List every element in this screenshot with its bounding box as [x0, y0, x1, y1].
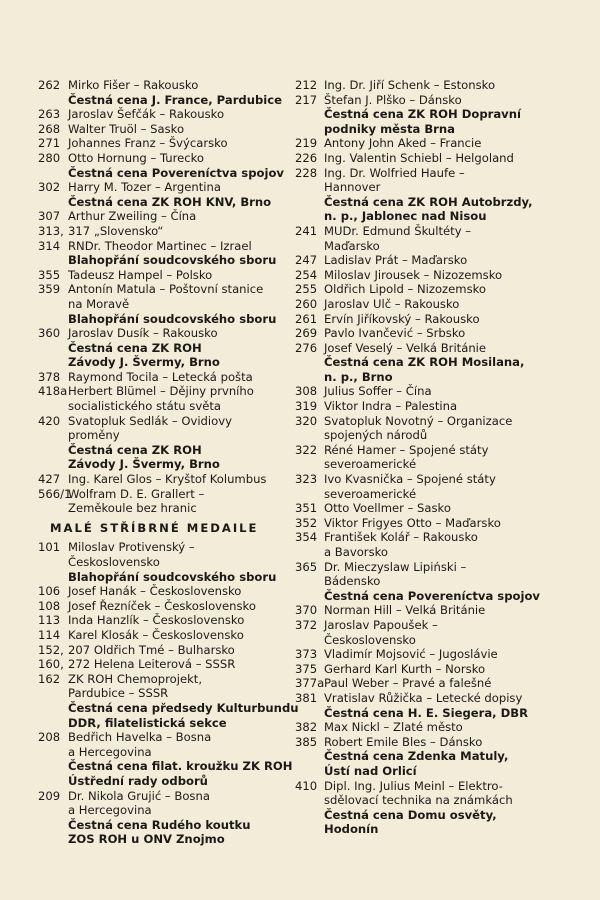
entry-number: 381 — [295, 690, 318, 705]
entry-body — [324, 326, 565, 341]
entry-body — [324, 779, 565, 837]
entry-text: Československo — [68, 555, 160, 569]
entry-text: Herbert Blümel – Dějiny prvního — [68, 384, 254, 399]
list-item — [295, 735, 565, 779]
entry-number: 217 — [295, 92, 318, 107]
award-text: Ústřední rady odborů — [68, 773, 208, 788]
entry-text: severoamerické — [324, 486, 417, 501]
entry-text: Pavlo Ivančević – Srbsko — [324, 326, 466, 341]
entry-text: Pardubice – SSSR — [68, 686, 169, 701]
entry-body — [68, 414, 286, 472]
entry-number: 378 — [38, 369, 61, 384]
entry-body — [324, 341, 565, 385]
entry-number: 247 — [295, 253, 318, 268]
entry-body — [324, 691, 565, 720]
entry-text: Dr. Mieczyslaw Lipiński – — [324, 559, 467, 574]
award-text: Čestná cena J. France, Pardubice — [68, 92, 282, 107]
entry-text: MUDr. Edmund Škultéty – — [324, 223, 472, 238]
list-item — [38, 540, 286, 584]
list-item — [295, 414, 565, 443]
entry-text: a Hercegovina — [68, 744, 152, 759]
list-item — [38, 599, 286, 614]
entry-number: 208 — [38, 730, 61, 745]
entry-text: 272 Helena Leiterová – SSSR — [68, 657, 236, 672]
list-item — [38, 487, 286, 516]
entry-text: Ervín Jiříkovský – Rakousko — [324, 311, 480, 326]
entry-text: Wolfram D. E. Grallert – — [68, 486, 205, 501]
list-item — [38, 643, 286, 658]
entry-number: 162 — [38, 671, 61, 686]
entry-text: Svatopluk Novotný – Organizace — [324, 413, 513, 428]
entry-text: Paul Weber – Pravé a falešné — [324, 676, 492, 691]
entry-body — [68, 268, 286, 283]
entry-body — [324, 720, 565, 735]
entry-body — [324, 224, 565, 253]
entry-number: 106 — [38, 584, 61, 599]
right-column — [295, 78, 565, 837]
entry-number: 280 — [38, 150, 61, 165]
entry-text: Ivo Kvasnička – Spojené státy — [324, 472, 496, 487]
entry-text: RNDr. Theodor Martinec – Izrael — [68, 238, 252, 253]
entry-text: Otto Voellmer – Sasko — [324, 501, 451, 516]
entry-number: 322 — [295, 442, 318, 457]
entry-text: Johannes Franz – Švýcarsko — [68, 136, 228, 151]
entry-body — [68, 472, 286, 487]
list-item — [38, 370, 286, 385]
left-column — [38, 78, 299, 847]
list-item — [38, 326, 286, 370]
entry-body — [324, 443, 565, 472]
entry-text: Jaroslav Dusík – Rakousko — [68, 326, 218, 341]
entry-number: 319 — [295, 399, 318, 414]
entry-body — [68, 78, 286, 107]
entry-body — [68, 643, 286, 658]
entry-number: 365 — [295, 559, 318, 574]
entry-body — [68, 384, 286, 413]
entry-body — [324, 676, 565, 691]
entry-text: Josef Řezníček – Československo — [68, 598, 256, 613]
entry-body — [324, 384, 565, 399]
list-item — [38, 180, 286, 209]
entry-number: 209 — [38, 788, 61, 803]
award-text: Hodonín — [324, 822, 379, 837]
entry-number: 152, — [38, 642, 64, 657]
entry-text: Max Nickl – Zlaté město — [324, 720, 463, 735]
list-item — [295, 676, 565, 691]
entry-number: 360 — [38, 326, 61, 341]
entry-text: Réné Hamer – Spojené státy — [324, 442, 489, 457]
entry-number: 314 — [38, 238, 61, 253]
award-text: Čestná cena ZK ROH Autobrzdy, — [324, 194, 533, 209]
entry-number: 262 — [38, 78, 61, 92]
entry-number: 566/1 — [38, 486, 72, 501]
entry-body — [68, 107, 286, 122]
list-item — [38, 584, 286, 599]
entry-number: 101 — [38, 540, 61, 555]
award-text: n. p., Brno — [324, 369, 393, 384]
list-item — [295, 224, 565, 253]
entry-body — [68, 370, 286, 385]
award-text: Čestná cena ZK ROH KNV, Brno — [68, 194, 272, 209]
entry-text: a Hercegovina — [68, 803, 152, 818]
award-text: Čestná cena ZK ROH Dopravní — [324, 107, 521, 122]
list-item — [38, 671, 299, 730]
entry-text: Inda Hanzlík – Československo — [68, 613, 245, 628]
entry-text: Ing. Dr. Jiří Schenk – Estonsko — [324, 78, 496, 92]
entry-text: Bedřich Havelka – Bosna — [68, 730, 212, 745]
entry-body — [68, 224, 286, 239]
entry-body — [68, 628, 286, 643]
entry-text: Robert Emile Bles – Dánsko — [324, 734, 483, 749]
entry-text: proměny — [68, 428, 120, 443]
entry-number: 372 — [295, 617, 318, 632]
entry-body — [324, 78, 565, 93]
entry-text: Maďarsko — [324, 238, 380, 253]
entry-body — [324, 166, 565, 224]
list-item — [38, 239, 286, 268]
list-item — [38, 613, 286, 628]
entry-body — [324, 735, 565, 779]
award-text: Blahopřání soudcovského sboru — [68, 311, 277, 326]
entry-number: 263 — [38, 107, 61, 122]
entry-body — [68, 584, 286, 599]
entry-text: Ing. Karel Glos – Kryštof Kolumbus — [68, 472, 267, 487]
entry-number: 226 — [295, 150, 318, 165]
award-text: podniky města Brna — [324, 121, 455, 136]
list-item — [295, 647, 565, 662]
entry-number: 410 — [295, 778, 318, 793]
entry-number: 108 — [38, 598, 61, 613]
entry-text: Josef Veselý – Velká Británie — [324, 340, 487, 355]
entry-text: Gerhard Karl Kurth – Norsko — [324, 661, 486, 676]
entry-text: Ing. Valentin Schiebl – Helgoland — [324, 150, 514, 165]
list-item — [295, 312, 565, 327]
list-item — [295, 443, 565, 472]
list-item — [295, 720, 565, 735]
entry-number: 370 — [295, 603, 318, 618]
entry-text: Norman Hill – Velká Británie — [324, 603, 486, 618]
award-text: Blahopřání soudcovského sboru — [68, 253, 277, 268]
entry-text: Hannover — [324, 180, 381, 195]
list-item — [295, 384, 565, 399]
list-item — [38, 136, 286, 151]
award-text: Čestná cena H. E. Siegera, DBR — [324, 705, 529, 720]
entry-text: Bádensko — [324, 574, 381, 589]
entry-body — [324, 618, 565, 647]
award-text: Čestná cena ZK ROH — [68, 442, 202, 457]
entry-body — [324, 472, 565, 501]
entry-number: 377a — [295, 676, 325, 691]
entry-text: Viktor Frigyes Otto – Maďarsko — [324, 515, 501, 530]
entry-body — [68, 599, 286, 614]
list-item — [38, 628, 286, 643]
entry-body — [68, 657, 286, 672]
entry-text: Miloslav Protivenský – — [68, 540, 195, 555]
entry-body — [324, 312, 565, 327]
entry-text: Dr. Nikola Grujić – Bosna — [68, 788, 210, 803]
entry-number: 420 — [38, 413, 61, 428]
entry-body — [324, 93, 565, 137]
entry-body — [324, 516, 565, 531]
entry-number: 323 — [295, 472, 318, 487]
entry-body — [324, 268, 565, 283]
entry-number: 113 — [38, 613, 61, 628]
entry-body — [68, 540, 286, 584]
entry-body — [324, 501, 565, 516]
list-item — [295, 691, 565, 720]
award-text: Čestná cena Povereníctva spojov — [68, 165, 284, 180]
entry-text: Jaroslav Šefčák – Rakousko — [68, 107, 225, 122]
list-item — [295, 282, 565, 297]
list-item — [295, 618, 565, 647]
list-item — [295, 341, 565, 385]
entry-text: Viktor Indra – Palestina — [324, 399, 458, 414]
entry-text: Svatopluk Sedlák – Ovidiovy — [68, 413, 232, 428]
entry-text: Miloslav Jirousek – Nizozemsko — [324, 267, 503, 282]
entry-text: Oldřich Lipold – Nizozemsko — [324, 282, 487, 297]
entry-list-right — [295, 78, 565, 837]
entry-text: Vladimír Mojsović – Jugoslávie — [324, 647, 498, 662]
entry-text: socialistického státu světa — [68, 399, 221, 414]
entry-number: 219 — [295, 136, 318, 151]
entry-number: 160, — [38, 657, 64, 672]
list-item — [38, 78, 286, 107]
entry-text: Ing. Dr. Wolfried Haufe – — [324, 165, 465, 180]
entry-body — [68, 613, 286, 628]
list-item — [38, 472, 286, 487]
entry-list-silver — [38, 540, 299, 847]
entry-body — [324, 560, 565, 604]
entry-number: 359 — [38, 282, 61, 297]
section-heading: MALÉ STŘÍBRNÉ MEDAILE — [50, 520, 259, 535]
entry-number: 302 — [38, 180, 61, 195]
entry-body — [68, 151, 286, 180]
entry-body — [324, 603, 565, 618]
award-text: Čestná cena Zdenka Matuly, — [324, 749, 509, 764]
entry-body — [324, 647, 565, 662]
list-item — [38, 282, 286, 326]
entry-body — [68, 239, 286, 268]
entry-text: Antony John Aked – Francie — [324, 136, 482, 151]
entry-body — [324, 662, 565, 677]
entry-body — [68, 209, 286, 224]
award-text: ZOS ROH u ONV Znojmo — [68, 832, 225, 847]
entry-number: 241 — [295, 223, 318, 238]
list-item — [295, 78, 565, 93]
entry-number: 307 — [38, 209, 61, 224]
entry-number: 276 — [295, 340, 318, 355]
entry-number: 114 — [38, 627, 61, 642]
entry-number: 375 — [295, 661, 318, 676]
list-item — [295, 326, 565, 341]
entry-number: 351 — [295, 501, 318, 516]
entry-text: a Bavorsko — [324, 545, 389, 559]
entry-number: 212 — [295, 78, 318, 92]
entry-text: Walter Truöl – Sasko — [68, 121, 185, 136]
entry-text: ZK ROH Chemoprojekt, — [68, 671, 203, 686]
list-item — [38, 730, 293, 788]
entry-body — [68, 326, 286, 370]
award-text: DDR, filatelistická sekce — [68, 715, 227, 730]
entry-text: Antonín Matula – Poštovní stanice — [68, 282, 264, 297]
entry-body — [68, 730, 293, 788]
entry-text: Dipl. Ing. Julius Meinl – Elektro- — [324, 778, 503, 793]
entry-body — [68, 122, 286, 137]
list-item — [295, 530, 565, 559]
entry-text: Československo — [324, 632, 416, 647]
entry-number: 260 — [295, 296, 318, 311]
entry-text: Arthur Zweiling – Čína — [68, 209, 197, 224]
list-item — [38, 789, 286, 847]
entry-body — [68, 487, 286, 516]
award-text: Čestná cena ZK ROH Mosilana, — [324, 355, 525, 370]
entry-number: 269 — [295, 326, 318, 341]
list-item — [295, 297, 565, 312]
entry-body — [324, 282, 565, 297]
entry-body — [68, 671, 299, 730]
entry-body — [324, 297, 565, 312]
entry-text: Jaroslav Papoušek – — [324, 617, 438, 632]
entry-text: František Kolář – Rakousko — [324, 530, 478, 545]
entry-number: 261 — [295, 311, 318, 326]
entry-text: Tadeusz Hampel – Polsko — [68, 267, 213, 282]
list-item — [295, 268, 565, 283]
entry-number: 385 — [295, 734, 318, 749]
entry-text: na Moravě — [68, 296, 130, 311]
award-text: Závody J. Švermy, Brno — [68, 457, 220, 472]
entry-body — [68, 180, 286, 209]
entry-text: Štefan J. Plško – Dánsko — [324, 92, 462, 107]
entry-text: Julius Soffer – Čína — [324, 384, 432, 399]
award-text: Čestná cena ZK ROH — [68, 340, 202, 355]
list-item — [38, 209, 286, 224]
entry-body — [324, 414, 565, 443]
entry-text: severoamerické — [324, 457, 417, 472]
entry-number: 255 — [295, 282, 318, 297]
list-item — [295, 166, 565, 224]
entry-number: 228 — [295, 165, 318, 180]
entry-number: 382 — [295, 720, 318, 735]
entry-number: 418a — [38, 384, 68, 399]
entry-text: Ladislav Prát – Maďarsko — [324, 253, 468, 268]
entry-number: 427 — [38, 472, 61, 487]
award-text: Blahopřání soudcovského sboru — [68, 569, 277, 584]
entry-text: Karel Klosák – Československo — [68, 627, 244, 642]
award-text: Čestná cena předsedy Kulturbundu — [68, 700, 299, 715]
entry-body — [324, 399, 565, 414]
entry-text: Mirko Fišer – Rakousko — [68, 78, 199, 92]
list-item — [295, 603, 565, 618]
entry-text: 207 Oldřich Tmé – Bulharsko — [68, 642, 235, 657]
entry-text: Vratislav Růžička – Letecké dopisy — [324, 690, 523, 705]
entry-text: Otto Hornung – Turecko — [68, 150, 205, 165]
award-text: Čestná cena filat. kroužku ZK ROH — [68, 759, 293, 774]
award-text: Ústí nad Orlicí — [324, 763, 417, 778]
entry-body — [324, 530, 565, 559]
entry-text: 317 „Slovensko“ — [68, 223, 164, 238]
award-text: Čestná cena Domu osvěty, — [324, 807, 497, 822]
entry-number: 308 — [295, 384, 318, 399]
entry-number: 355 — [38, 267, 61, 282]
entry-number: 268 — [38, 121, 61, 136]
entry-text: sdělovací technika na známkách — [324, 793, 513, 808]
list-item — [295, 93, 565, 137]
entry-body — [68, 282, 286, 326]
entry-text: spojených národů — [324, 428, 428, 443]
list-item — [295, 136, 565, 151]
entry-body — [68, 789, 286, 847]
list-item — [38, 657, 286, 672]
award-text: Čestná cena Povereníctva spojov — [324, 588, 540, 603]
entry-text: Jaroslav Ulč – Rakousko — [324, 296, 460, 311]
list-item — [295, 253, 565, 268]
entry-number: 373 — [295, 647, 318, 662]
entry-text: Josef Hanák – Československo — [68, 584, 242, 599]
list-item — [38, 268, 286, 283]
entry-body — [324, 151, 565, 166]
entry-number: 352 — [295, 515, 318, 530]
list-item — [295, 151, 565, 166]
list-item — [295, 516, 565, 531]
list-item — [38, 122, 286, 137]
list-item — [38, 151, 286, 180]
entry-number: 354 — [295, 530, 318, 545]
list-item — [295, 501, 565, 516]
entry-number: 313, — [38, 223, 64, 238]
list-item — [295, 472, 565, 501]
award-text: n. p., Jablonec nad Nisou — [324, 209, 487, 224]
entry-number: 320 — [295, 413, 318, 428]
entry-text: Zeměkoule bez hranic — [68, 501, 197, 516]
entry-text: Raymond Tocila – Letecká pošta — [68, 369, 253, 384]
entry-body — [68, 136, 286, 151]
list-item — [38, 107, 286, 122]
award-text: Závody J. Švermy, Brno — [68, 355, 220, 370]
entry-body — [324, 136, 565, 151]
entry-text: Harry M. Tozer – Argentina — [68, 180, 221, 195]
entry-body — [324, 253, 565, 268]
list-item — [38, 224, 286, 239]
award-text: Čestná cena Rudého koutku — [68, 817, 251, 832]
list-item — [38, 384, 286, 413]
list-item — [295, 662, 565, 677]
list-item — [295, 399, 565, 414]
list-item — [295, 779, 565, 837]
entry-number: 254 — [295, 267, 318, 282]
list-item — [38, 414, 286, 472]
list-item — [295, 560, 565, 604]
entry-list-gold — [38, 78, 286, 516]
entry-number: 271 — [38, 136, 61, 151]
